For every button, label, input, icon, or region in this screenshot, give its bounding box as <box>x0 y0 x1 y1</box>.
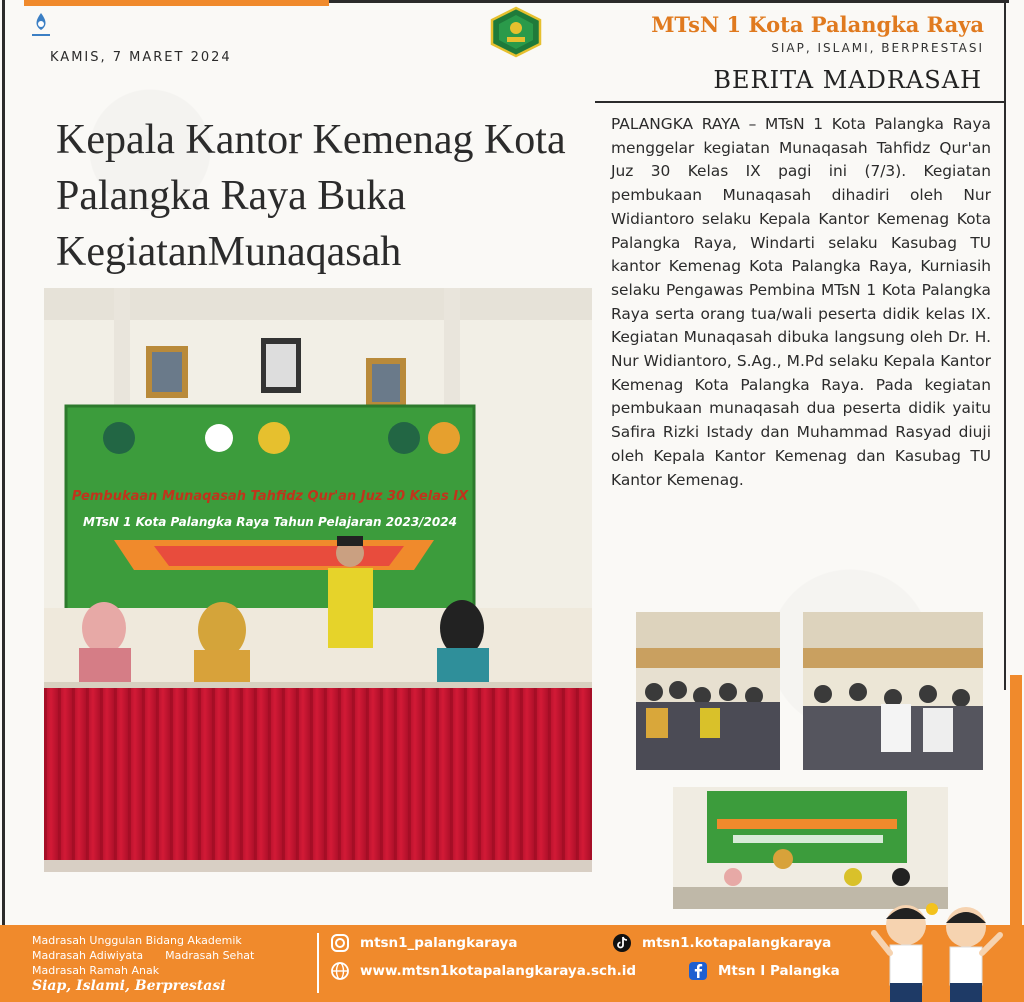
globe-icon <box>330 961 350 981</box>
publish-date: KAMIS, 7 MARET 2024 <box>50 50 232 65</box>
audience-photo-2 <box>803 612 983 770</box>
facebook-icon <box>688 961 708 981</box>
section-title: BERITA MADRASAH <box>713 66 982 94</box>
facebook-link[interactable] <box>688 961 840 981</box>
school-header <box>651 12 984 55</box>
kemenag-logo-icon <box>488 6 544 58</box>
footer-achievements <box>32 933 254 994</box>
accent-bar-top <box>24 0 329 6</box>
accent-bar-right <box>1010 675 1022 925</box>
audience-photo-1 <box>636 612 780 770</box>
frame-line-top <box>329 0 1009 3</box>
frame-line-right <box>1004 0 1006 690</box>
tiktok-link[interactable] <box>612 933 831 953</box>
facebook-page: Mtsn I Palangka <box>718 963 840 979</box>
banner-line1: Pembukaan Munaqasah Tahfidz Qur'an Juz 30 Kelas IX <box>71 489 469 504</box>
stage-photo <box>673 787 948 909</box>
headline: Kepala Kantor Kemenag Kota Palangka Raya Buka KegiatanMunaqasah <box>56 117 566 275</box>
article-body: PALANGKA RAYA – MTsN 1 Kota Palangka Raya menggelar kegiatan Munaqasah Tahfidz Qur'an Juz 30 Kelas IX pagi ini (7/3). Kegiatan pembukaan Munaqasah dihadiri oleh Nur Widiantoro selaku Kepala Kantor Kemenag Kota Palangka Raya, Windarti selaku Kasubag TU kantor Kemenag Kota Palangka Raya, Kurniasih selaku Pengawas Pembina MTsN 1 Kota Palangka Raya serta orang tua/wali peserta didik kelas IX. Kegiatan Munaqasah dibuka langsung oleh Dr. H. Nur Widiantoro, S.Ag., M.Pd selaku Kepala Kantor Kemenag Kota Palangka Raya. Pada kegiatan pembukaan munaqasah dua peserta didik yaitu Safira Rizki Istady dan Muhammad Rasyad diuji oleh Kepala Kantor Kemenag dan Kasubag TU Kantor Kemenag. <box>611 115 991 489</box>
tiktok-icon <box>612 933 632 953</box>
footer-line3: Madrasah Ramah Anak <box>32 964 160 977</box>
tiktok-handle: mtsn1.kotapalangkaraya <box>642 935 832 951</box>
student-cartoon-illustration <box>868 895 1008 1002</box>
footer-line2b: Madrasah Sehat <box>165 949 255 962</box>
instagram-link[interactable] <box>330 933 517 953</box>
website-url: www.mtsn1kotapalangkaraya.sch.id <box>360 963 637 979</box>
banner-line2: MTsN 1 Kota Palangka Raya Tahun Pelajaran 2023/2024 <box>83 515 457 529</box>
main-event-photo <box>44 288 592 872</box>
small-logo-icon <box>28 10 54 40</box>
instagram-handle: mtsn1_palangkaraya <box>360 935 518 951</box>
school-tagline: SIAP, ISLAMI, BERPRESTASI <box>771 41 984 55</box>
frame-line-left <box>2 0 5 925</box>
section-underline <box>595 101 1005 103</box>
school-name: MTsN 1 Kota Palangka Raya <box>651 12 984 37</box>
footer-motto: Siap, Islami, Berprestasi <box>32 978 226 994</box>
website-link[interactable] <box>330 961 636 981</box>
footer-line1: Madrasah Unggulan Bidang Akademik <box>32 934 242 947</box>
instagram-icon <box>330 933 350 953</box>
footer-divider <box>317 933 319 993</box>
footer-line2a: Madrasah Adiwiyata <box>32 949 144 962</box>
